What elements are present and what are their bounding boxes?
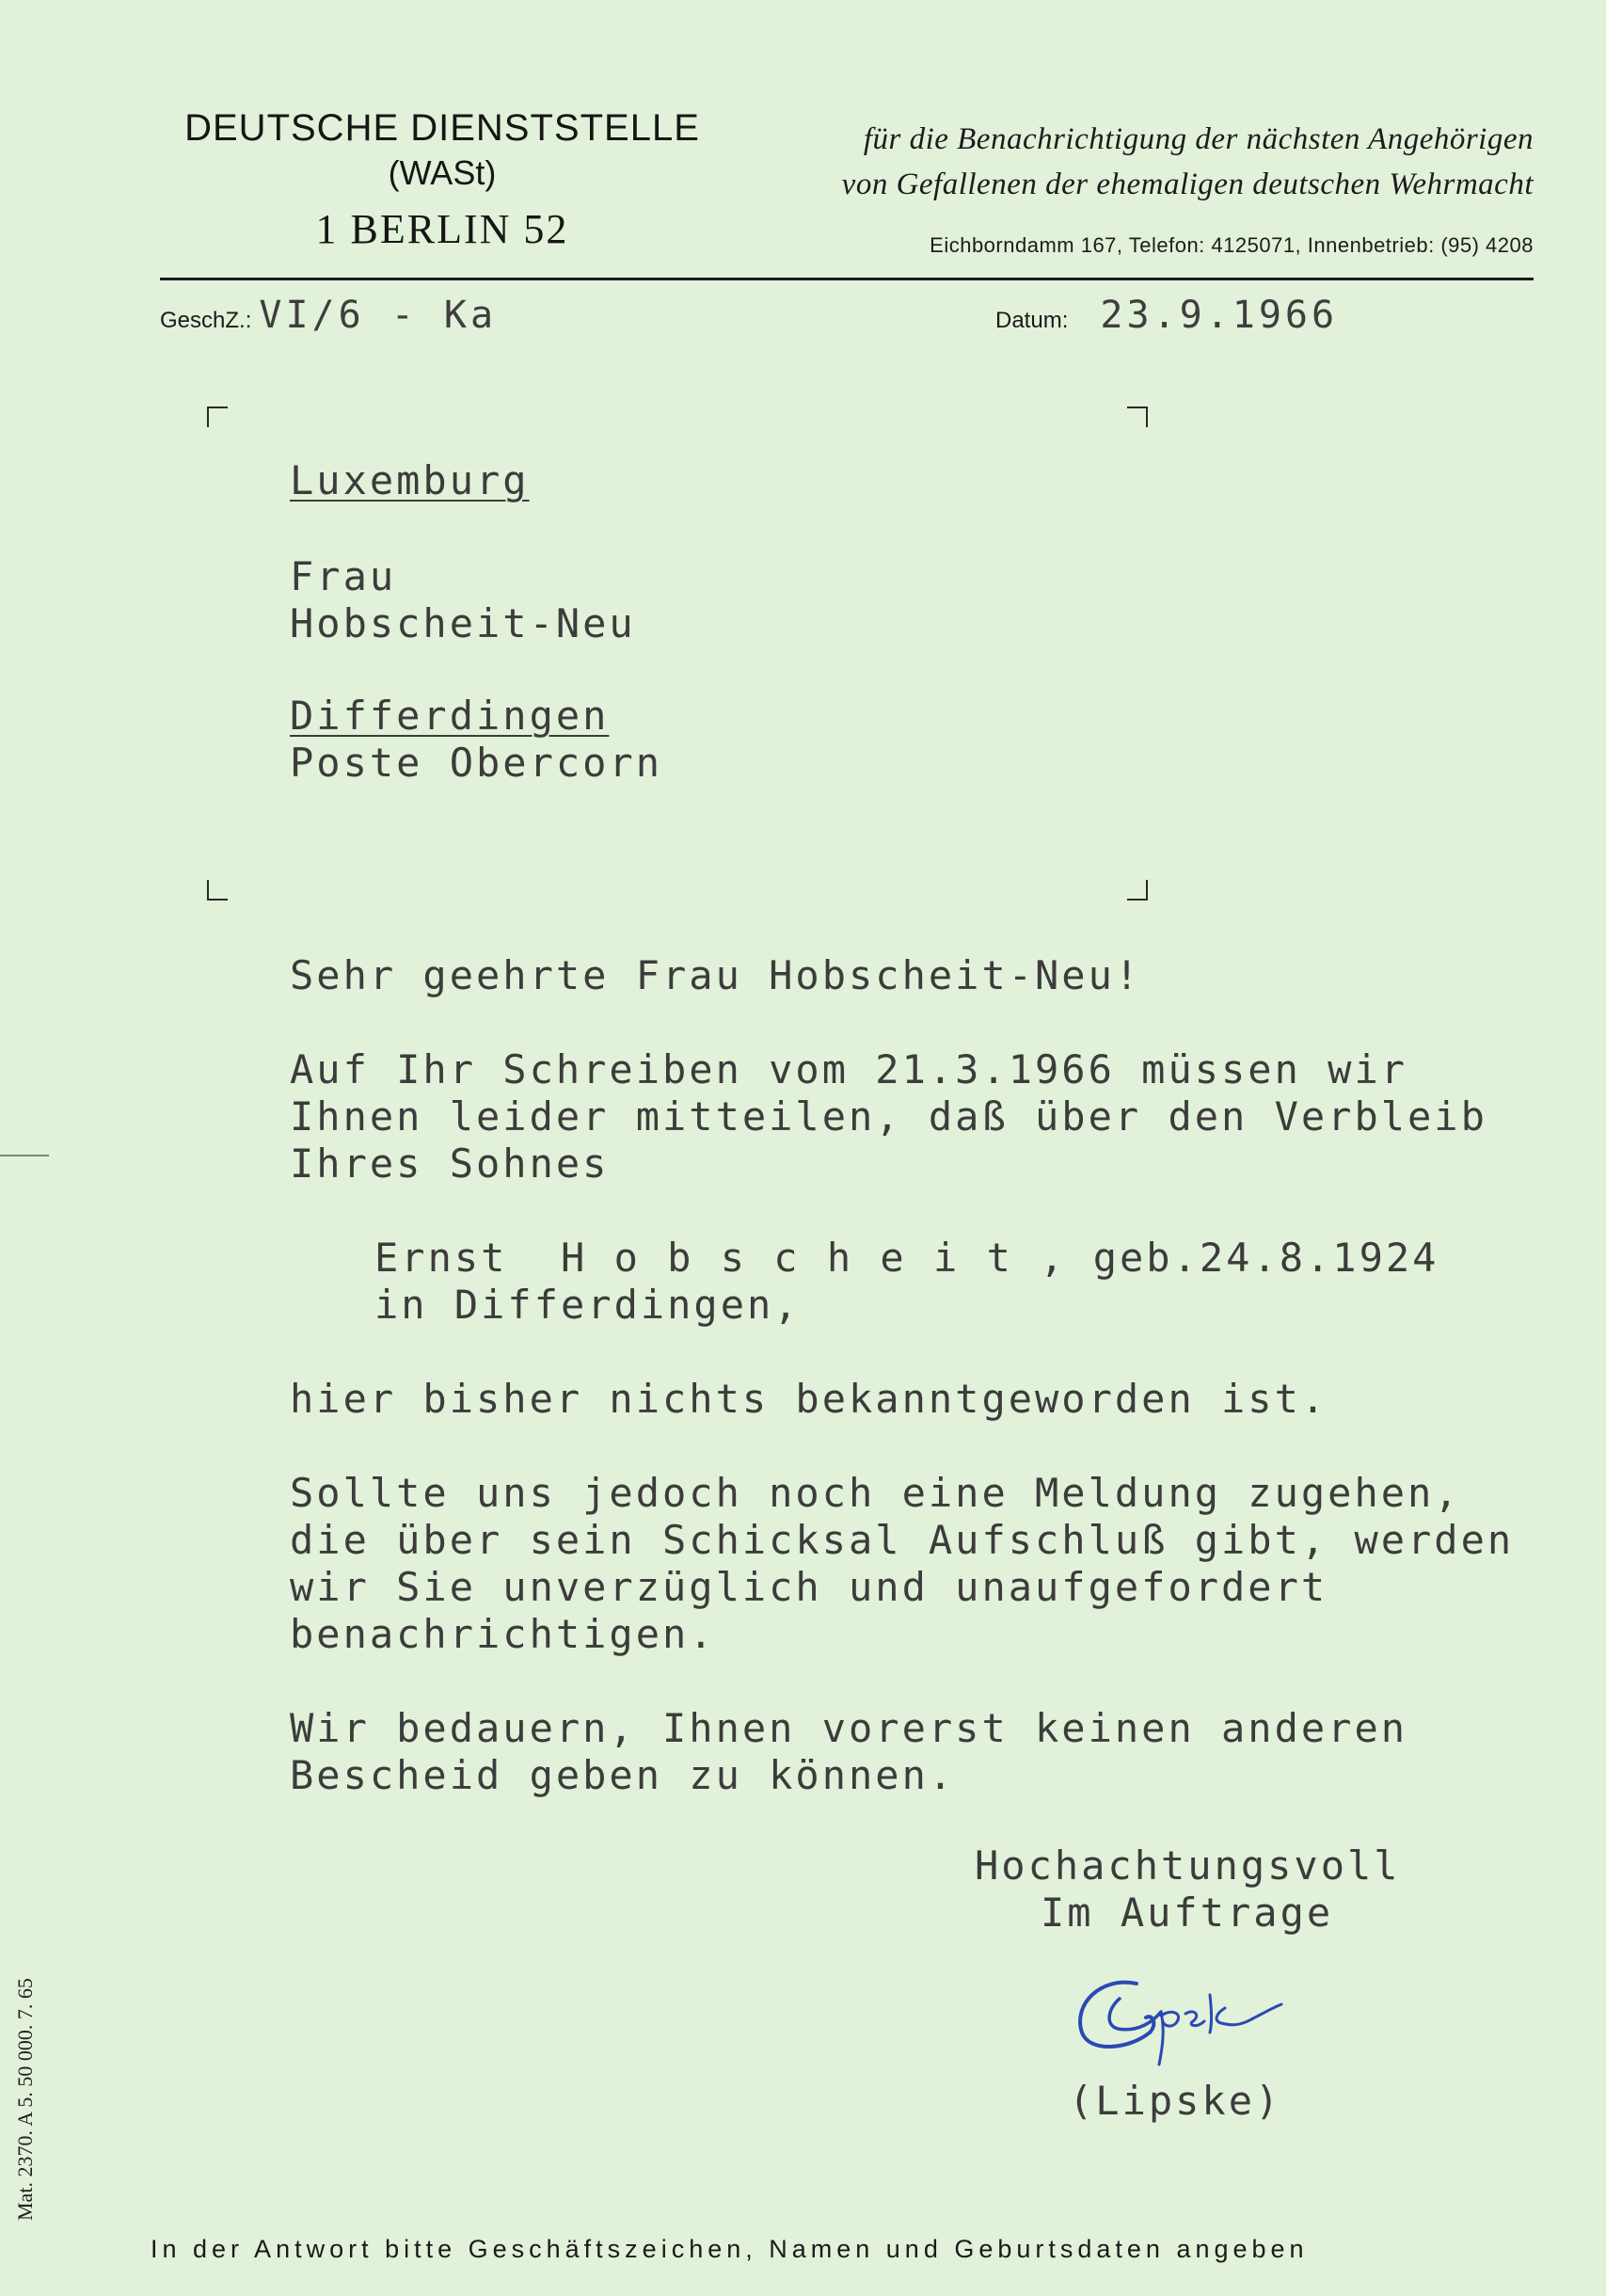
recipient-name: Hobscheit-Neu	[290, 600, 636, 646]
person-line-1: Ernst H o b s c h e i t , geb.24.8.1924	[374, 1235, 1439, 1281]
letterhead-divider	[160, 278, 1534, 280]
paragraph-1-line-1: Auf Ihr Schreiben vom 21.3.1966 müssen wir	[290, 1046, 1408, 1092]
reference-value: VI/6 - Ka	[259, 294, 498, 337]
organization-abbreviation: (WASt)	[388, 153, 497, 192]
closing-line-1: Hochachtungsvoll	[975, 1842, 1401, 1889]
reference-label: GeschZ.:	[160, 308, 252, 333]
organization-name: DEUTSCHE DIENSTSTELLE	[184, 107, 700, 149]
letterhead-purpose-block	[748, 117, 1534, 207]
footer-note: In der Antwort bitte Geschäftszeichen, Namen und Geburtsdaten angeben	[151, 2235, 1309, 2263]
window-corner-top-left	[207, 407, 228, 427]
window-corner-bottom-left	[207, 880, 228, 901]
reference-field	[160, 294, 497, 337]
signer-name: (Lipske)	[1069, 2078, 1282, 2124]
date-field	[995, 294, 1338, 337]
paragraph-3-line-4: benachrichtigen.	[290, 1611, 716, 1657]
paragraph-4-line-1: Wir bedauern, Ihnen vorerst keinen anderen	[290, 1705, 1408, 1751]
handwritten-signature	[1063, 1967, 1298, 2070]
paragraph-3-line-1: Sollte uns jedoch noch eine Meldung zugehen,	[290, 1470, 1461, 1516]
recipient-country: Luxemburg	[290, 457, 530, 503]
closing-line-2: Im Auftrage	[1041, 1889, 1334, 1936]
letterhead-address: Eichborndamm 167, Telefon: 4125071, Innenbetrieb: (95) 4208	[930, 233, 1534, 257]
purpose-line-1: für die Benachrichtigung der nächsten Angehörigen	[863, 122, 1534, 156]
date-label: Datum:	[995, 308, 1069, 333]
recipient-post: Poste Obercorn	[290, 740, 663, 786]
fold-mark	[0, 1155, 49, 1156]
recipient-town: Differdingen	[290, 693, 610, 739]
paragraph-3-line-2: die über sein Schicksal Aufschluß gibt, werden	[290, 1517, 1515, 1563]
paragraph-4-line-2: Bescheid geben zu können.	[290, 1752, 956, 1798]
paragraph-3-line-3: wir Sie unverzüglich und unaufgefordert	[290, 1564, 1328, 1610]
window-corner-bottom-right	[1127, 880, 1148, 901]
recipient-salutation: Frau	[290, 553, 397, 599]
paragraph-1-line-3: Ihres Sohnes	[290, 1140, 610, 1187]
window-corner-top-right	[1127, 407, 1148, 427]
person-line-2: in Differdingen,	[374, 1282, 801, 1328]
purpose-line-2: von Gefallenen der ehemaligen deutschen Wehrmacht	[841, 167, 1534, 201]
letterhead-organization-block	[155, 105, 729, 256]
paragraph-1-line-2: Ihnen leider mitteilen, daß über den Verbleib	[290, 1093, 1487, 1140]
organization-city: 1 BERLIN 52	[315, 206, 569, 252]
print-code: Mat. 2370. A 5. 50 000. 7. 65	[13, 1978, 37, 2221]
paragraph-2: hier bisher nichts bekanntgeworden ist.	[290, 1376, 1328, 1422]
letter-salutation: Sehr geehrte Frau Hobscheit-Neu!	[290, 952, 1142, 998]
date-value: 23.9.1966	[1100, 294, 1339, 337]
